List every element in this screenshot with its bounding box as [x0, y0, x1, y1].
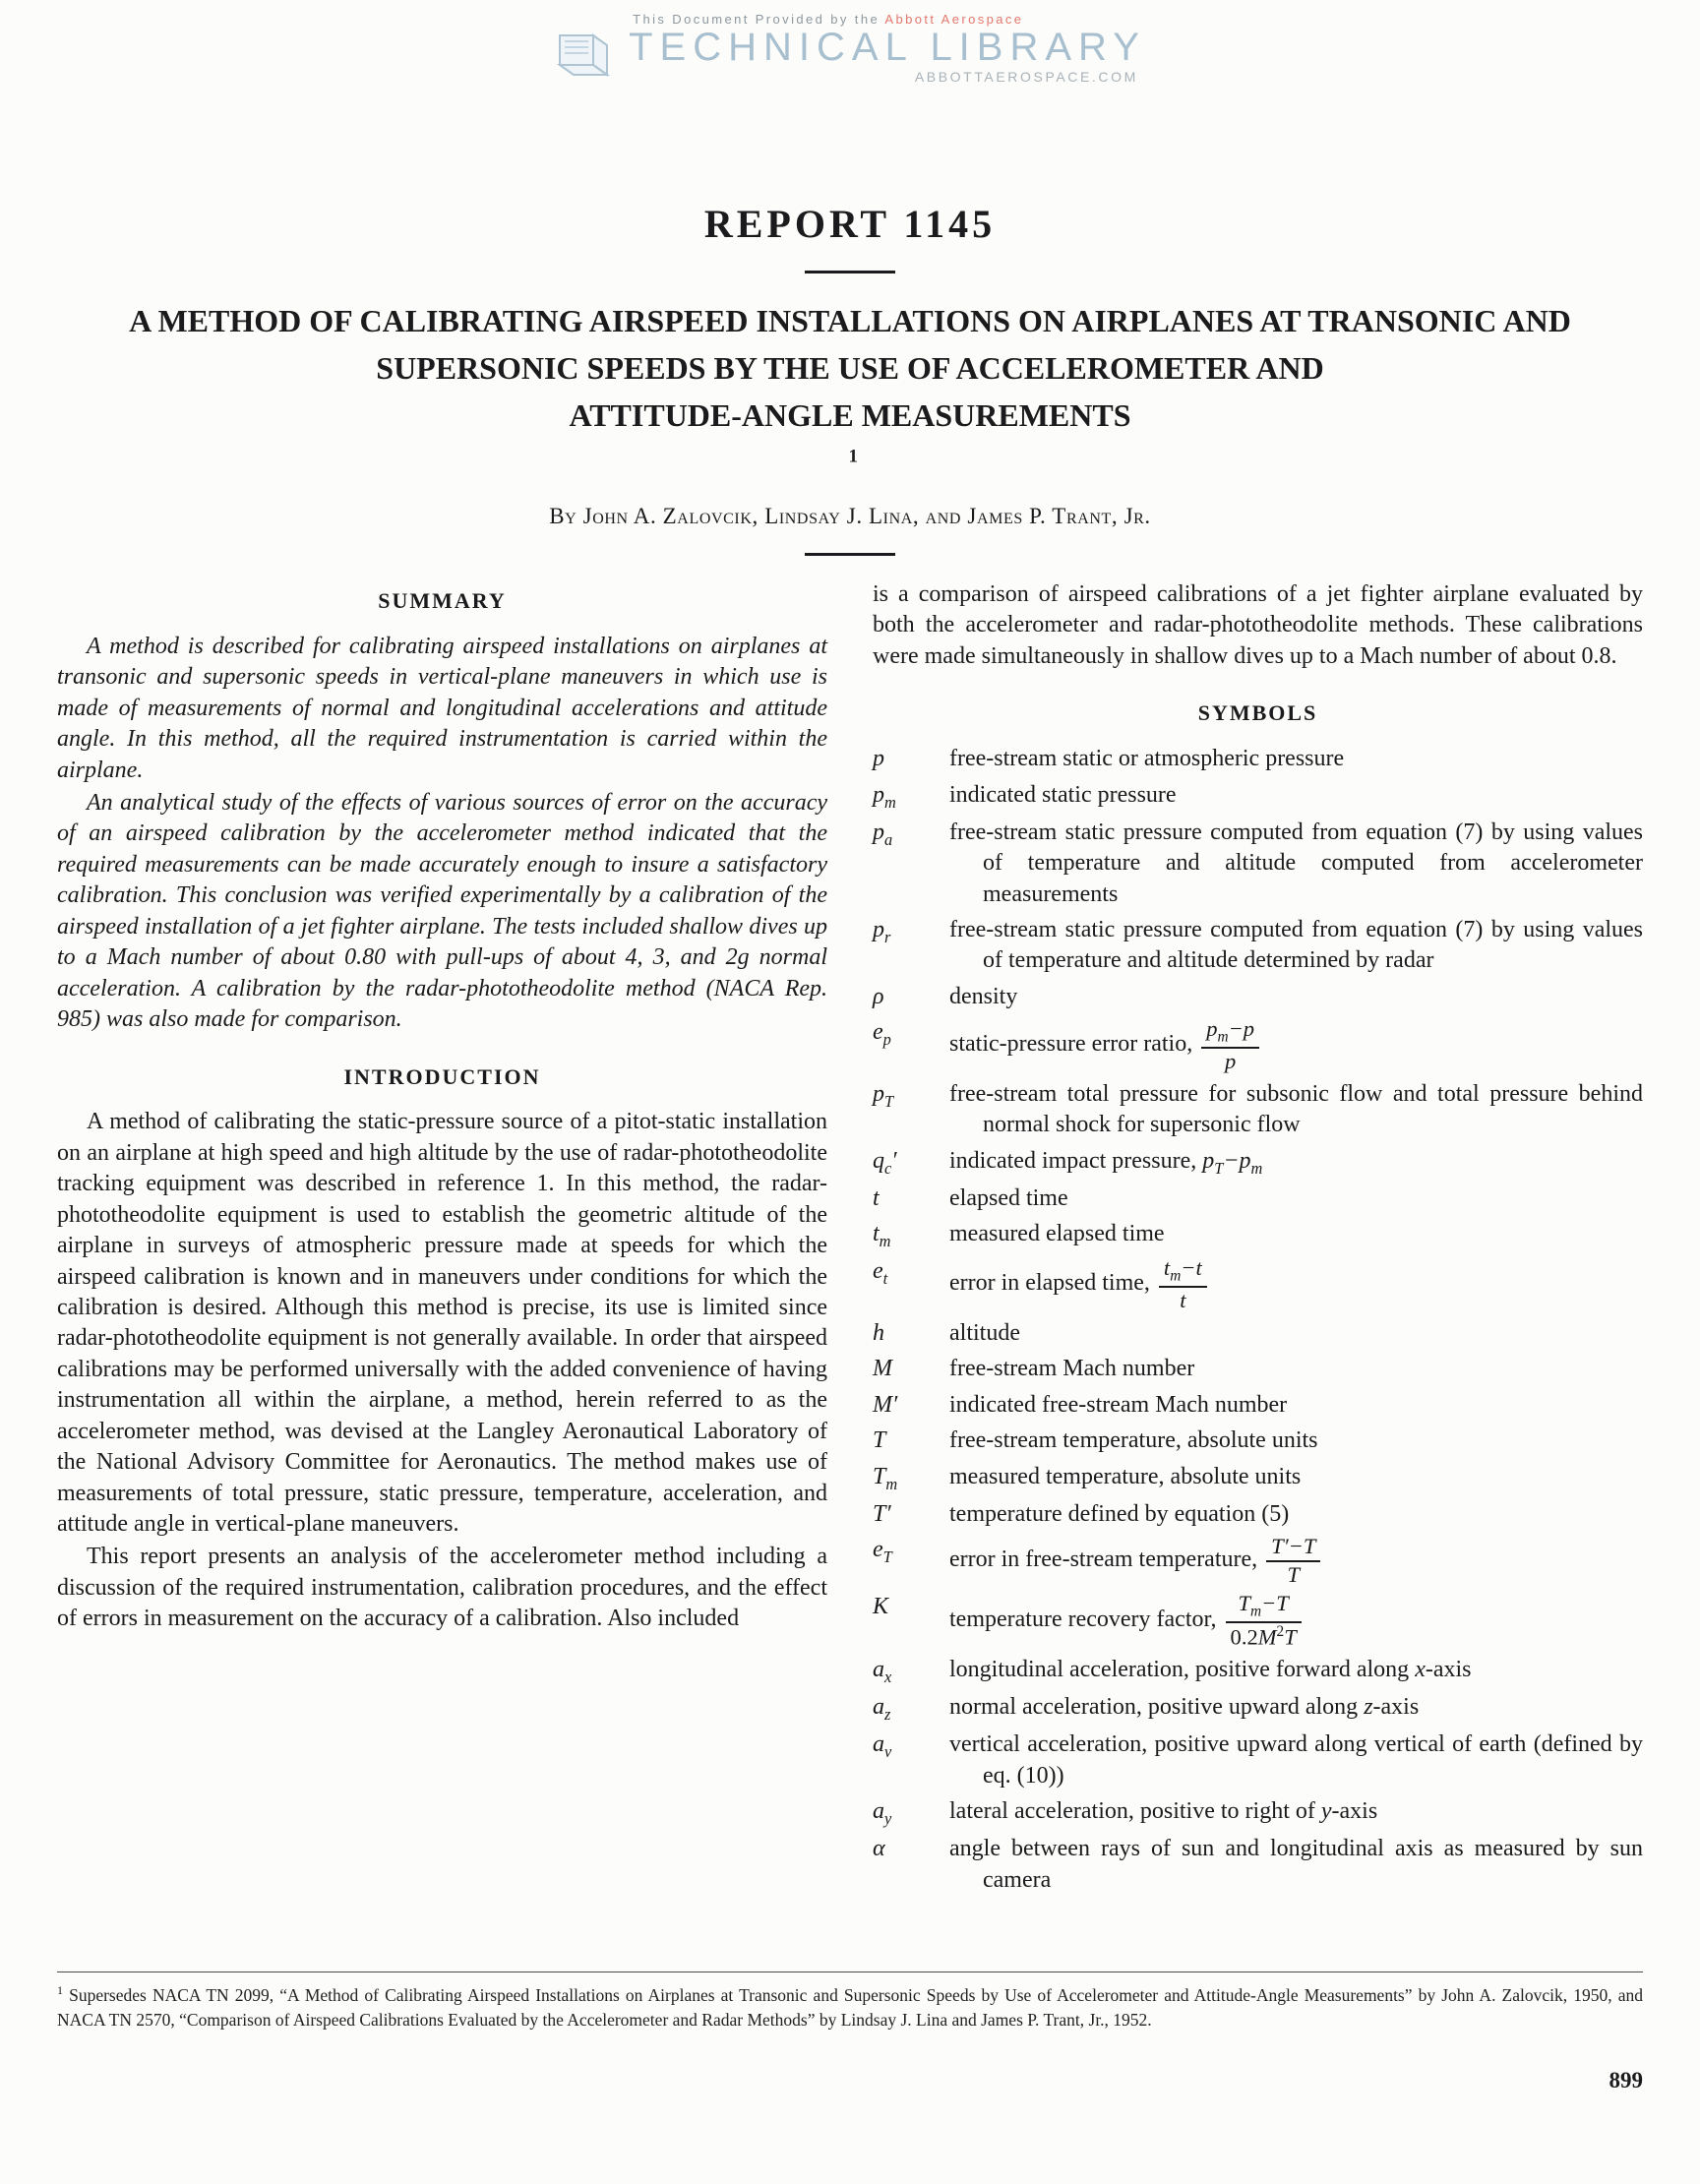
symbol: $p_T$ [873, 1080, 894, 1111]
left-column [57, 579, 827, 1901]
symbol-row [873, 982, 1643, 1012]
symbol: T [873, 1427, 886, 1454]
symbol-definition: error in free-stream temperature, $\frac{T'-T}{T}$ [949, 1535, 1643, 1587]
symbol-definition: vertical acceleration, positive upward along vertical of earth (defined by eq. (10)) [949, 1731, 1643, 1789]
library-wordmark [629, 12, 1146, 85]
symbol-definition: free-stream static or atmospheric pressure [949, 746, 1345, 772]
symbol: $a_y$ [873, 1798, 892, 1828]
symbol: T′ [873, 1500, 891, 1527]
symbol-row [873, 1390, 1643, 1421]
provided-by-line [629, 12, 1146, 27]
library-header [57, 8, 1643, 110]
symbol-definition: indicated free-stream Mach number [949, 1391, 1288, 1418]
symbol-definition: temperature defined by equation (5) [949, 1500, 1290, 1527]
symbol-definition: indicated impact pressure, $p_T-p_m$ [949, 1147, 1263, 1178]
report-title [57, 297, 1643, 486]
symbol: $q_c'$ [873, 1147, 897, 1178]
symbol: M′ [873, 1391, 898, 1418]
report-title-line-2: SUPERSONIC SPEEDS BY THE USE OF ACCELEROMETER AND [376, 350, 1324, 386]
symbol-row [873, 1318, 1643, 1349]
symbol-row [873, 1183, 1643, 1214]
symbol: ρ [873, 983, 884, 1009]
symbol-row [873, 1729, 1643, 1791]
symbol-definition: indicated static pressure [949, 781, 1177, 808]
symbol-row [873, 1256, 1643, 1312]
provided-by-prefix: This Document Provided by the [633, 12, 885, 27]
symbol-definition: longitudinal acceleration, positive forward along x-axis [949, 1656, 1472, 1682]
divider-rule-top [805, 271, 895, 273]
body-columns [57, 579, 1643, 1901]
footnote-marker: 1 [57, 1983, 63, 1998]
right-column [873, 579, 1643, 1901]
symbol: $T_m$ [873, 1463, 898, 1493]
symbol-definition: free-stream static pressure computed from equation (7) by using values of temperature and altitude computed from accelerometer measurements [949, 819, 1643, 907]
symbol-definition: free-stream Mach number [949, 1356, 1195, 1382]
title-footnote-marker: 1 [848, 446, 858, 467]
footnote-text: Supersedes NACA TN 2099, “A Method of Calibrating Airspeed Installations on Airplanes at Transonic and Supersonic Speeds by Use of Accelerometer and Attitude-Angle Measurements” by John A. Zalovcik, 1950, and NACA TN 2570, “Comparison of Airspeed Calibrations Evaluated by the Accelerometer and Radar Methods” by Lindsay J. Lina and James P. Trant, Jr., 1952. [57, 1985, 1643, 2031]
symbol-row [873, 1535, 1643, 1587]
symbol-row [873, 1462, 1643, 1494]
report-title-line-3 [57, 392, 1643, 486]
symbol-row [873, 915, 1643, 977]
symbol-row [873, 1834, 1643, 1896]
symbol-row [873, 1796, 1643, 1829]
symbols-heading: SYMBOLS [1197, 700, 1318, 726]
symbol-row [873, 1692, 1643, 1725]
symbol-row [873, 1499, 1643, 1530]
symbol-definition: angle between rays of sun and longitudinal axis as measured by sun camera [949, 1836, 1643, 1893]
symbol-row [873, 818, 1643, 910]
symbol-row [873, 1079, 1643, 1141]
continuation-paragraph: is a comparison of airspeed calibrations of a jet fighter airplane evaluated by both the accelerometer and radar-phototheodolite methods. These calibrations were made simultaneously in shallow dives up to a Mach number of about 0.8. [873, 581, 1643, 669]
symbol-row [873, 1655, 1643, 1687]
symbol: $p_m$ [873, 781, 896, 812]
symbol-row [873, 1354, 1643, 1384]
byline: By John A. Zalovcik, Lindsay J. Lina, and James P. Trant, Jr. [549, 504, 1151, 528]
page-number: 899 [1609, 2068, 1643, 2093]
symbol-row [873, 1426, 1643, 1456]
symbol-definition: lateral acceleration, positive to right of y-axis [949, 1798, 1378, 1824]
fraction: $\frac{p_m-p}{p}$ [1201, 1017, 1259, 1073]
symbol: $e_t$ [873, 1258, 888, 1289]
library-title: TECHNICAL LIBRARY [629, 26, 1146, 69]
symbol-definition: free-stream temperature, absolute units [949, 1427, 1318, 1454]
introduction-paragraph: A method of calibrating the static-pressure source of a pitot-static installation on an airplane at high speed and high altitude by the use of radar-phototheodolite tracking equipment was described in reference 1. In this method, the radar-phototheodolite equipment is used to establish the geometric altitude of the airplane in surveys of atmospheric pressure made at speeds for which the airspeed calibration is known and in maneuvers under conditions for which the calibration is desired. Although this method is precise, its use is limited since radar-phototheodolite equipment is not generally available. In order that airspeed calibrations may be performed universally with the added convenience of having instrumentation all within the airplane, a method, herein referred to as the accelerometer method, was devised at the Langley Aeronautical Laboratory of the National Advisory Committee for Aeronautics. The method makes use of measurements of total pressure, static pressure, temperature, acceleration, and attitude angle in vertical-plane maneuvers. [57, 1109, 827, 1537]
symbol: $e_T$ [873, 1537, 892, 1566]
page-footer [57, 1972, 1643, 2093]
symbol-row [873, 780, 1643, 813]
introduction-paragraph: This report presents an analysis of the accelerometer method including a discussion of the required instrumentation, calibration procedures, and the effect of errors in measurement on the accuracy of a calibration. Also included [57, 1544, 827, 1632]
symbol: $e_p$ [873, 1019, 891, 1050]
symbol-definition: static-pressure error ratio, $\frac{p_m-p}{p}$ [949, 1017, 1643, 1073]
summary-paragraph: A method is described for calibrating airspeed installations on airplanes at transonic and supersonic speeds in vertical-plane maneuvers in which use is made of measurements of normal and longitudinal accelerations and attitude angle. In this method, all the required instrumentation is carried within the airplane. [57, 633, 827, 783]
symbol: M [873, 1356, 892, 1382]
symbol: α [873, 1836, 885, 1862]
symbol: $a_v$ [873, 1731, 892, 1761]
report-number: REPORT 1145 [703, 202, 997, 246]
library-website: ABBOTTAEROSPACE.COM [914, 69, 1138, 86]
symbol-definition: free-stream static pressure computed from equation (7) by using values of temperature and altitude determined by radar [949, 917, 1643, 974]
symbols-list [873, 744, 1643, 1896]
fraction: $\frac{T_m-T}{0.2M^2T}$ [1226, 1592, 1302, 1650]
introduction-heading: INTRODUCTION [343, 1063, 541, 1089]
symbol: $a_x$ [873, 1656, 892, 1686]
symbol: t [873, 1184, 880, 1211]
symbol: $t_m$ [873, 1221, 891, 1251]
symbol-definition: normal acceleration, positive upward along z-axis [949, 1693, 1420, 1720]
symbol-definition: elapsed time [949, 1184, 1068, 1211]
symbol-definition: density [949, 983, 1018, 1009]
symbol-definition: free-stream total pressure for subsonic flow and total pressure behind normal shock for supersonic flow [949, 1080, 1643, 1138]
symbol-row [873, 1592, 1643, 1650]
symbol-row [873, 1146, 1643, 1179]
symbol-row [873, 1219, 1643, 1251]
symbol-definition: measured elapsed time [949, 1221, 1165, 1247]
symbol: p [873, 746, 884, 772]
symbol: K [873, 1593, 889, 1619]
fraction: $\frac{t_m-t}{t}$ [1159, 1256, 1207, 1312]
fraction: $\frac{T'-T}{T}$ [1266, 1535, 1320, 1587]
report-title-line-3-text: ATTITUDE-ANGLE MEASUREMENTS [569, 397, 1131, 433]
symbol-definition: measured temperature, absolute units [949, 1463, 1302, 1489]
symbol-row [873, 744, 1643, 774]
divider-rule-byline [805, 553, 895, 556]
footnote [57, 1972, 1643, 2032]
symbol: $p_a$ [873, 819, 893, 849]
symbol-definition: error in elapsed time, $\frac{t_m-t}{t}$ [949, 1256, 1643, 1312]
provided-by-brand: Abbott Aerospace [884, 12, 1024, 27]
report-title-line-1: A METHOD OF CALIBRATING AIRSPEED INSTALLATIONS ON AIRPLANES AT TRANSONIC AND [129, 303, 1571, 338]
symbol-definition: temperature recovery factor, $\frac{T_m-T}{0.2M^2T}$ [949, 1592, 1643, 1650]
symbol-row [873, 1017, 1643, 1073]
summary-heading: SUMMARY [378, 588, 507, 613]
symbol: $a_z$ [873, 1693, 891, 1724]
symbol-definition: altitude [949, 1319, 1020, 1346]
symbol: h [873, 1319, 884, 1346]
library-logo-icon [554, 28, 615, 90]
symbol: $p_r$ [873, 917, 891, 946]
summary-paragraph: An analytical study of the effects of various sources of error on the accuracy of an airspeed calibration by the accelerometer method indicated that the required measurements can be made accurately enough to insure a satisfactory calibration. This conclusion was verified experimentally by a calibration of the airspeed installation of a jet fighter airplane. The tests included shallow dives up to a Mach number of about 0.80 with pull-ups of about 4, 3, and 2g normal acceleration. A calibration by the radar-phototheodolite method (NACA Rep. 985) was also made for comparison. [57, 790, 827, 1033]
